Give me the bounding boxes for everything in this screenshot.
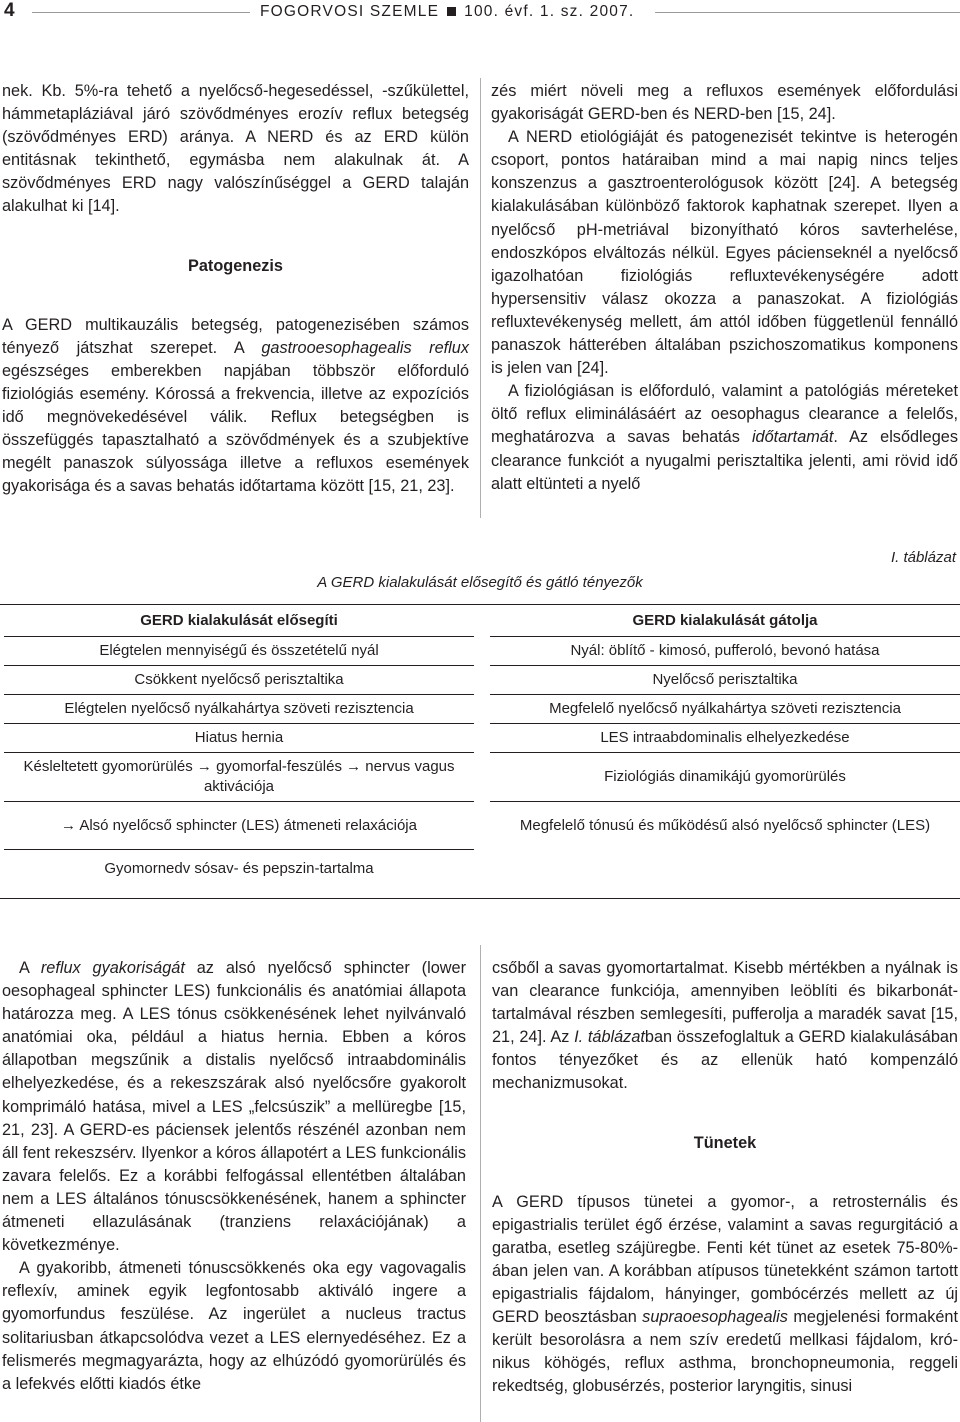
table-cell: Gyomornedv sósav- és pepszin-tartalma [104,860,374,877]
paragraph [492,957,958,1096]
table-cell: Megfelelő tónusú és működésű alsó nyelőcső sphincter (LES) [519,817,931,834]
text-column-top-left [2,80,469,498]
header-rule-left [32,12,250,13]
text-run: egészséges emberekben napjában többször előforduló fiziológiás esemény. Kórossá a frekvencia, illetve az expozíciós idő megnövekedésével válik. Reflux betegségben is összefüggés tapasztalható a szövődmények és a szubjektíve megélt panaszok súlyossága illetve a refluxos események gyakorisága és a savas behatás időtartama között [15, 21, 23]. [2,361,469,496]
emphasis: gastrooesophagealis reflux [261,338,469,357]
table-cell: Megfelelő nyelőcső nyálkahártya szöveti rezisztencia [490,695,960,724]
text-run: ban összefoglaltuk a GERD kialakulásában fontos tényezőket és az ellenük ható kompenzáló mechanizmusokat. [492,1028,958,1093]
table-top-rule [0,604,960,605]
table-cell: Késleltetett gyomorürülés → gyomorfal-feszülés → nervus vagus aktivációja [4,753,474,802]
paragraph: nek. Kb. 5%-ra tehető a nyelőcső-hegesedéssel, -szűkülettel, hámmetapláziával járó szövődményes erozív reflux betegség (szövődményes ERD) aránya. A NERD és az ERD külön entitásnak tekinthető, egymásba nem alakulnak át. A szövődményes ERD nagy valószínűséggel a GERD talaján alakulhat ki [14]. [2,82,469,216]
text-run: A GERD multikauzális betegség, patogenezisében számos tényező játszhat szerepet. A [2,315,469,357]
emphasis: supraoesophagealis [642,1308,788,1327]
text-run: A GERD típusos tünetei a gyomor-, a retrosternális és epigastrialis terület égő érzése, valamint a savas regurgitáció a garatba, esetleg szájüregbe. Fenti két tünet az esetek 75-80%-ában jelen van. A korábban atípusos tünetekként számon tartott epigastrialis fájdalom, hányinger, gombócérzés mellett az új GERD beosztásban [492,1192,958,1327]
journal-name: FOGORVOSI SZEMLE [260,3,440,20]
table-cell: Hiatus hernia [4,724,474,753]
paragraph [491,380,958,495]
text-run: . Az elsődleges clearance funkciót a nyugalmi perisztaltika jelenti, ami rövid idő alatt eltünteti a nyelő [491,428,958,493]
square-bullet-icon [447,7,456,16]
section-heading-patogenezis: Patogenezis [187,256,283,275]
table-column-inhibiting [490,606,960,850]
column-divider [480,945,481,1422]
table-number: I. táblázat [890,549,956,566]
column-divider [480,78,481,518]
table-column-promoting [4,606,474,888]
journal-issue: 100. évf. 1. sz. 2007. [464,3,635,20]
table-cell: Fiziológiás dinamikájú gyomorürülés [490,753,960,802]
paragraph [2,957,466,1257]
table-header-inhibiting: GERD kialakulását gátolja [490,606,960,637]
table-cell: Nyál: öblítő - kimosó, pufferoló, bevonó hatása [490,637,960,666]
table-cell: Elégtelen nyelőcső nyálkahártya szöveti rezisztencia [4,695,474,724]
journal-title [260,3,634,21]
table-cell: Nyelőcső perisztaltika [490,666,960,695]
running-header [0,0,960,34]
paragraph: zés miért növeli meg a refluxos események előfordulási gyakoriságát GERD-ben és NERD-ben [15, 24]. [491,82,958,124]
emphasis: reflux gyakoriságát [40,959,185,977]
section-heading-tunetek: Tünetek [693,1133,757,1152]
text-run: csőből a savas gyomortartalmat. Kisebb mértékben a nyálnak is van clearance funkciója, amennyiben leöblíti és bikarbonát-tartalmával részben semlegesíti, pufferolja a maradék savat [15, 21, 24]. Az [492,959,958,1047]
text-run: A [19,959,41,977]
paragraph: A NERD etiológiáját és patogenezisét tekintve is heterogén csoport, pontos határaiban mind a mai napig nincs teljes konszenzus a gasztroenterológusok között [24]. A betegség kialakulásában különböző faktorok kaphatnak szerepet. Ilyen a nyelőcső pH-metriával bizonyítható kóros savterhelése, endoszkópos elváltozás nélkül. Egyes pácienseknél a nyelőcső igazolhatóan fiziológiás refluxtevékenységére adott hypersensitiv válasz okozza a panaszokat. A fiziológiás refluxtevékenység mellett, ám attól időben függetlenül fennálló panaszok hátterében általában pszichoszomatikus komponens is jelen van [24]. [491,128,958,378]
text-column-bottom-left [2,957,466,1396]
text-run: megjelenési formaként került besorolásra a nem szív eredetű mellkasi fájdalom, krónikus köhögés, reflux asthma, bronchopneumonia, reggeli rekedtség, globusérzés, posterior laryngitis, sinusi [492,1308,958,1396]
text-run: A fiziológiásan is előforduló, valamint a patológiás méreteket öltő reflux eliminálásáért az oesophagus clearance a felelős, meghatározva a savas behatás [491,382,958,447]
page-number: 4 [4,0,15,21]
text-column-bottom-right [492,957,958,1399]
table-cell: → Alsó nyelőcső sphincter (LES) átmeneti relaxációja [4,802,474,850]
text-run: az alsó nyelőcső sphincter (lower oesophageal sphincter LES) funkcionális és anatómiai állapota határozza meg. A LES tónus csökkenésének lehet nyilvánvaló anatómiai oka, például a hiatus hernia. Ebben a kóros állapotban megszűnik a distalis nyelőcső intraabdominális elhelyezkedése, és a rekeszszárak alsó nyelőcsőre gyakorolt komprimáló hatása, mivel a LES „felcsúszik” a mellüregbe [15, 21, 23]. A GERD-es páciensek jelentős részénél azonban nem áll fent rekeszsérv. Ilyenkor a kóros állapotért a LES funkcionális zavara felelős. Ez a korábbi felfogással ellentétben általában nem a LES általános tónuscsökkenésének, hanem a sphincter átmeneti ellazulásának (tranziens relaxációjának) a következménye. [2,959,466,1255]
table-caption: A GERD kialakulását elősegítő és gátló tényezők [317,574,643,591]
paragraph [2,314,469,499]
table-cell: LES intraabdominalis elhelyezkedése [490,724,960,753]
emphasis: időtartamát [751,428,834,447]
table-bottom-rule [0,898,960,899]
table-cell: Csökkent nyelőcső perisztaltika [4,666,474,695]
paragraph [492,1191,958,1399]
header-rule-right [655,12,960,13]
table-header-promoting: GERD kialakulását elősegíti [4,606,474,637]
table-reference: I. táblázat [574,1028,645,1047]
paragraph: A gyakoribb, átmeneti tónuscsökkenés oka egy vagovagalis reflexív, aminek egyik legfontosabb aktiváló ingere a gyomorfundus feszülése. Az ingerület a nucleus tractus solitariusban átkapcsolódva vezet a LES elernyedéséhez. Ez a felismerés megmagyarázta, hogy az elhúzódó gyomorürülés és a lefekvés előtti kiadós étke [2,1259,466,1393]
table-cell: Elégtelen mennyiségű és összetételű nyál [4,637,474,666]
text-column-top-right [491,80,958,496]
